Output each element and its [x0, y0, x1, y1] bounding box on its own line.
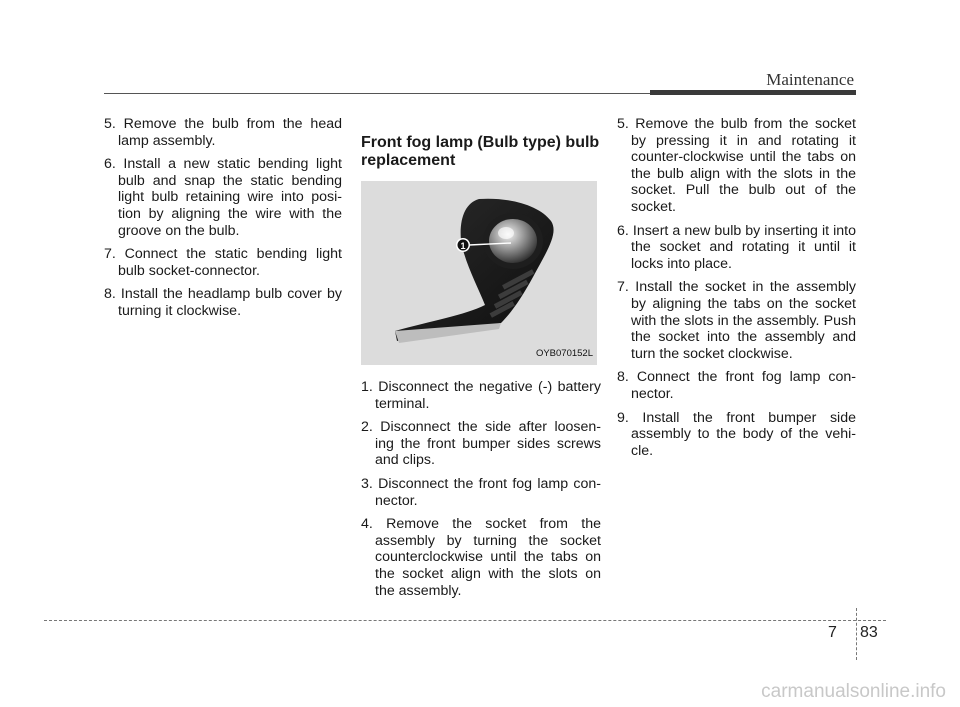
step-item: 7. Install the socket in the assembly by aligning the tabs on the socket with the slots in the assembly. Push the socket into the assembly and turn the socket clockwise. — [617, 279, 856, 362]
step-item: 9. Install the front bumper side assembly to the body of the vehi- cle. — [617, 409, 856, 459]
step-item: 8. Connect the front fog lamp con- nector. — [617, 369, 856, 402]
step-item: 8. Install the headlamp bulb cover by turning it clockwise. — [104, 286, 342, 319]
footer-divider — [856, 608, 857, 660]
step-item: 4. Remove the socket from the assembly by turning the socket counterclockwise until the tabs on the socket align with the slots on the assembly. — [361, 516, 601, 599]
right-column — [617, 116, 856, 466]
watermark: carmanualsonline.info — [761, 681, 946, 702]
right-steps-list — [617, 116, 856, 459]
step-item: 2. Disconnect the side after loosen- ing the front bumper sides screws and clips. — [361, 419, 601, 469]
middle-steps-list — [361, 379, 601, 599]
step-item: 6. Insert a new bulb by inserting it into the socket and rotating it until it locks into place. — [617, 222, 856, 272]
header-title: Maintenance — [766, 70, 854, 89]
left-steps-list — [104, 116, 342, 320]
step-item: 5. Remove the bulb from the head lamp assembly. — [104, 116, 342, 149]
fog-lamp-figure — [361, 181, 597, 365]
step-item: 7. Connect the static bending light bulb socket-connector. — [104, 246, 342, 279]
step-item: 1. Disconnect the negative (-) battery terminal. — [361, 379, 601, 412]
page-number: 83 — [860, 624, 878, 641]
header-rule-thick — [650, 90, 856, 95]
header-rule-thin — [104, 93, 650, 94]
step-item: 3. Disconnect the front fog lamp con- nector. — [361, 475, 601, 509]
section-heading: Front fog lamp (Bulb type) bulb replacement — [361, 134, 600, 169]
step-item: 5. Remove the bulb from the socket by pressing it in and rotating it counter-clockwise until the tabs on the bulb align with the slots in the socket. Pull the bulb out of the socket. — [617, 116, 856, 215]
footer-rule — [44, 620, 886, 621]
fog-lamp-illustration — [361, 181, 597, 365]
chapter-number: 7 — [828, 624, 837, 641]
step-item: 6. Install a new static bending light bulb and snap the static bending light bulb retaining wire into posi- tion by aligning the wire with the groove on the bulb. — [104, 156, 342, 239]
callout-number: 1 — [460, 241, 466, 251]
figure-code: OYB070152L — [535, 348, 593, 360]
middle-column — [361, 112, 601, 606]
left-column — [104, 116, 342, 327]
